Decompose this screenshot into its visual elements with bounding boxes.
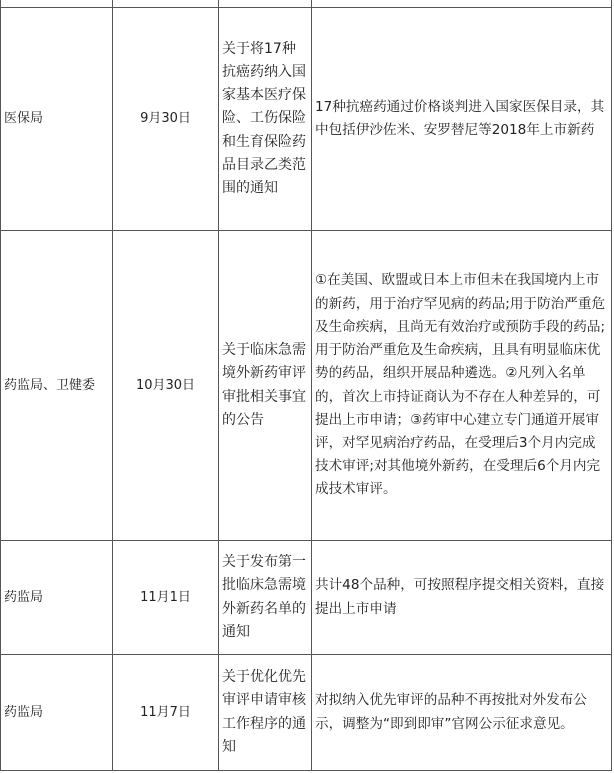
title-cell: [219, 0, 312, 8]
title-cell: 关于将17种抗癌药纳入国家基本医疗保险、工伤保险和生育保险药品目录乙类范围的通知: [219, 8, 312, 231]
title-cell: 关于发布第一批临床急需境外新药名单的通知: [219, 541, 312, 655]
date-cell: 10月30日: [113, 231, 219, 541]
table-row: [1, 8, 612, 231]
agency-cell: [1, 0, 113, 8]
date-cell: 11月1日: [113, 541, 219, 655]
agency-cell: 药监局: [1, 541, 113, 655]
table-row: [1, 655, 612, 771]
date-cell: 9月30日: [113, 8, 219, 231]
content-cell: 共计48个品种，可按照程序提交相关资料，直接提出上市申请: [312, 541, 612, 655]
title-cell: 关于优化优先审评申请审核工作程序的通知: [219, 655, 312, 771]
date-cell: 11月7日: [113, 655, 219, 771]
agency-cell: 药监局: [1, 655, 113, 771]
content-cell: 17种抗癌药通过价格谈判进入国家医保目录，其中包括伊沙佐米、安罗替尼等2018年上市新药: [312, 8, 612, 231]
table-row: [1, 541, 612, 655]
table-row: [1, 0, 612, 8]
content-cell: ①在美国、欧盟或日本上市但未在我国境内上市的新药，用于治疗罕见病的药品;用于防治严重危及生命疾病，且尚无有效治疗或预防手段的药品;用于防治严重危及生命疾病，且具有明显临床优势的药品，组织开展品种遴选。②凡列入名单的，首次上市持证商认为不存在人种差异的，可提出上市申请；③药审中心建立专门通道开展审评，对罕见病治疗药品，在受理后3个月内完成技术审评;对其他境外新药，在受理后6个月内完成技术审评。: [312, 231, 612, 541]
title-cell: 关于临床急需境外新药审评审批相关事宜的公告: [219, 231, 312, 541]
date-cell: [113, 0, 219, 8]
agency-cell: 医保局: [1, 8, 113, 231]
content-cell: [312, 0, 612, 8]
agency-cell: 药监局、卫健委: [1, 231, 113, 541]
content-cell: 对拟纳入优先审评的品种不再按批对外发布公示，调整为“即到即审”官网公示征求意见。: [312, 655, 612, 771]
table-row: [1, 231, 612, 541]
